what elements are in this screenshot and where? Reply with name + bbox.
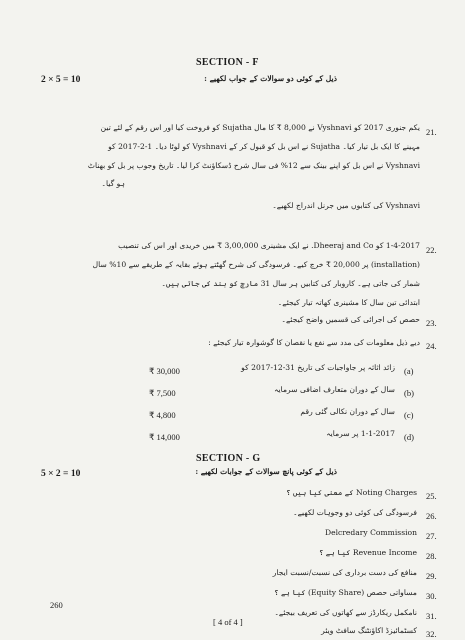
question-number: 27. [426,531,437,541]
item-text: سال کے دوران نکالی گئی رقم [300,407,395,416]
item-text: 1-1-2017 پر سرمایہ [326,429,395,438]
question-number: 31. [426,611,437,621]
item-amount: ₹ 30,000 [149,366,180,376]
page-number: [ 4 of 4 ] [213,617,243,627]
question-number: 28. [426,551,437,561]
question-line: حصص کی اجرائی کی قسمیں واضح کیجئے۔ [281,315,420,324]
question-number: 30. [426,591,437,601]
section-f-marks: 2 × 5 = 10 [41,75,81,85]
item-amount: ₹ 14,000 [149,432,180,442]
question-text: منافع کی دست برداری کی نسبت/نسبت ایجار [272,568,417,577]
item-label: (b) [404,388,414,398]
question-text: کسٹمائیزڈ اکاؤنٹنگ سافٹ ویئر [321,626,417,635]
question-number: 23. [426,318,437,328]
question-number: 26. [426,511,437,521]
question-text: Delcredary Commission [324,528,417,537]
section-g-instruction: ذیل کے کوئی پانچ سوالات کے جوابات لکھیے : [195,467,337,476]
question-text: مساواتی حصص (Equity Share) کیا ہے ؟ [274,588,417,597]
question-line: (installation) پر 20,000 ₹ خرچ کیے۔ فرسودگی کی شرح گھٹتے ہوئے بقایہ کے طریقے سے 10% سال [92,260,420,269]
item-text: سال کے دوران متعارف اضافی سرمایہ [274,385,395,394]
question-line: شمار کی جاتی ہے۔ کاروبار کی کتابیں ہر سال 31 مارچ کو بند کی جاتی ہیں۔ [161,279,420,288]
section-f-instruction: ذیل کے کوئی دو سوالات کے جواب لکھیے : [204,74,337,83]
question-line: ابتدائی تین سال کا مشینری کھاتہ تیار کیجئے۔ [277,298,420,307]
question-line: مہینے کا ایک بل تیار کیا۔ Sujatha نے اس بل کو قبول کر کے Vyshnavi کو لوٹا دیا۔ 1-2-2017 کو [108,142,420,151]
question-line: Vyshnavi کی کتابوں میں جرنل اندراج لکھیے۔ [272,201,420,210]
item-label: (d) [404,432,414,442]
question-line: یکم جنوری 2017 کو Vyshnavi نے 8,000 ₹ کا مال Sujatha کو فروخت کیا اور اس رقم کے لئے تین [100,123,420,132]
item-label: (a) [404,366,414,376]
question-text: Revenue Income کیا ہے ؟ [318,548,417,557]
question-number: 32. [426,629,437,639]
item-text: زائد اثاثہ پر جاواجبات کی تاریخ 31-12-2017 کو [241,363,395,372]
question-number: 22. [426,245,437,255]
question-number: 24. [426,341,437,351]
section-g-marks: 5 × 2 = 10 [41,469,81,479]
item-amount: ₹ 7,500 [149,388,176,398]
paper-code: 260 [50,600,63,610]
question-text: Noting Charges کے معنی کیا ہیں ؟ [286,488,417,497]
question-number: 29. [426,571,437,581]
item-amount: ₹ 4,800 [149,410,176,420]
question-line: ہو گیا۔ [101,179,125,188]
question-text: فرسودگی کی کوئی دو وجوہات لکھیے۔ [293,508,417,517]
question-text: نامکمل ریکارڈز سے کھاتوں کی تعریف بیجئے۔ [274,608,417,617]
section-f-heading: SECTION - F [196,57,259,68]
question-number: 21. [426,127,437,137]
question-number: 25. [426,491,437,501]
question-line: 1-4-2017 کو Dheeraj and Co. نے ایک مشینری 3,00,000 ₹ میں خریدی اور اس کی تنصیب [118,241,420,250]
section-g-heading: SECTION - G [196,453,261,464]
question-line: دیے ذیل معلومات کی مدد سے نفع یا نقصان کا گوشوارہ تیار کیجئے : [208,338,420,347]
question-line: Vyshnavi نے اس بل کو اپنے بینک سے 12% فی سال شرح ڈسکاؤنٹ کرا لیا۔ تاریخ وجوب پر بل کو بھناٹ [87,161,420,170]
item-label: (c) [404,410,414,420]
